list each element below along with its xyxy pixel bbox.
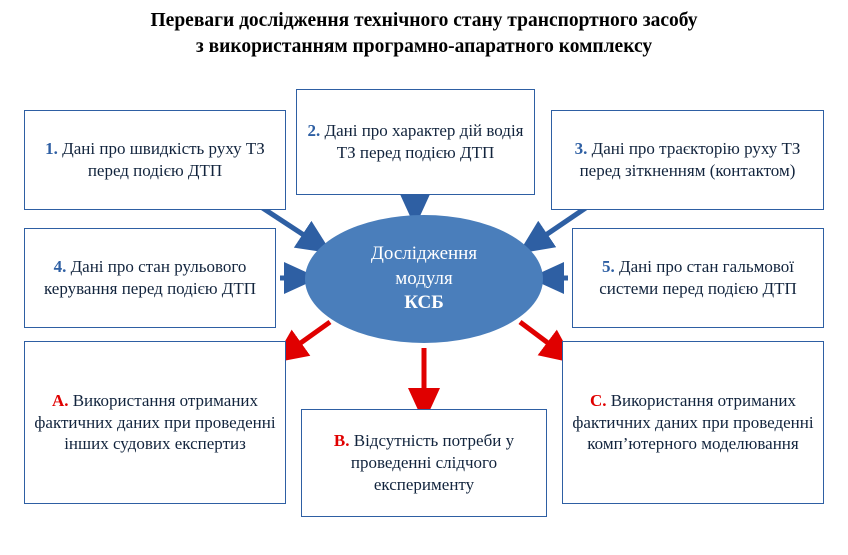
node-box-a[interactable] — [24, 341, 286, 504]
node-box-a-label: A. — [51, 390, 69, 410]
node-box-3-label: 3. — [574, 139, 588, 159]
node-box-2-label: 2. — [307, 121, 321, 141]
central-node-line-3: КСБ — [404, 292, 444, 314]
node-box-4-text: Дані про стан рульового керування перед подією ДТП — [43, 257, 257, 298]
node-box-3[interactable] — [551, 110, 824, 210]
node-box-2-text: Дані про характер дій водія ТЗ перед подією ДТП — [320, 121, 524, 162]
central-node-line-2: модуля — [395, 267, 453, 289]
node-box-5-label: 5. — [602, 257, 615, 277]
arrow-center-to-boxa — [288, 322, 330, 352]
node-box-4-label: 4. — [53, 257, 67, 277]
node-box-b-text: Відсутність потреби у проведенні слідчого експерименту — [349, 431, 515, 494]
node-box-b[interactable] — [301, 409, 547, 517]
central-node[interactable] — [305, 215, 543, 343]
page-title — [60, 8, 788, 61]
node-box-1-text: Дані про швидкість руху ТЗ перед подією ДТП — [57, 139, 265, 180]
node-box-1-label: 1. — [45, 139, 58, 159]
node-box-4[interactable] — [24, 228, 276, 328]
node-box-c-text: Використання отриманих фактичних даних при проведенні комп’ютерного моделювання — [572, 390, 814, 454]
page-title-line-2: з використанням програмно-апаратного комплексу — [195, 36, 653, 58]
node-box-1[interactable] — [24, 110, 286, 210]
node-box-5[interactable] — [572, 228, 824, 328]
node-box-a-text: Використання отриманих фактичних даних при проведенні інших судових експертиз — [34, 390, 276, 454]
arrow-center-to-boxc — [520, 322, 560, 352]
node-box-c-label: C. — [589, 390, 607, 410]
node-box-2[interactable] — [296, 89, 535, 195]
node-box-3-text: Дані про траєкторію руху ТЗ перед зіткненням (контактом) — [579, 139, 801, 180]
node-box-b-label: B. — [333, 431, 350, 451]
node-box-c[interactable] — [562, 341, 824, 504]
page-title-line-1: Переваги дослідження технічного стану транспортного засобу — [150, 10, 698, 31]
central-node-line-1: Дослідження — [370, 242, 478, 264]
node-box-5-text: Дані про стан гальмової системи перед подією ДТП — [599, 257, 797, 298]
